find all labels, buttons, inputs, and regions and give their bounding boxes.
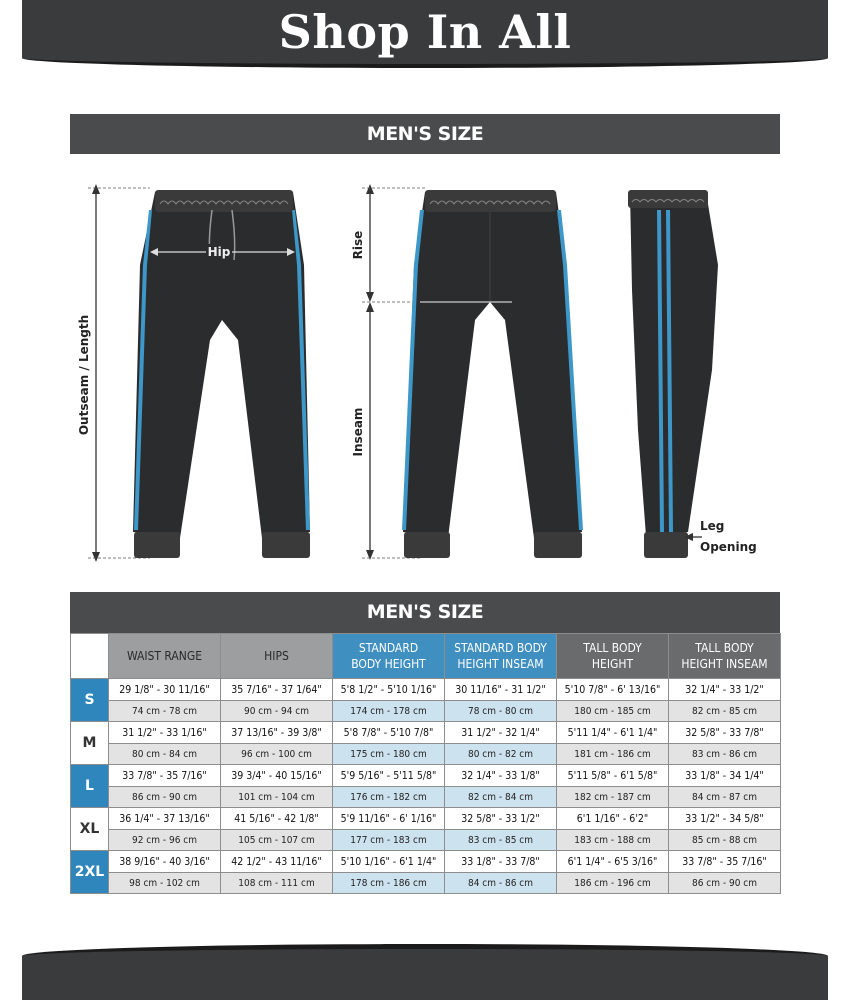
table-cell: 80 cm - 82 cm [445,744,557,765]
table-cell: 5'11 5/8" - 6'1 5/8" [557,765,669,787]
table-cell: 74 cm - 78 cm [109,701,221,722]
table-cell: 86 cm - 90 cm [109,787,221,808]
table-row-inches [71,808,781,830]
table-cell: 180 cm - 185 cm [557,701,669,722]
inseam-label: Inseam [351,407,365,457]
table-cell: 31 1/2" - 32 1/4" [445,722,557,744]
table-cell: 186 cm - 196 cm [557,873,669,894]
table-cell: 32 5/8" - 33 1/2" [445,808,557,830]
table-cell: 80 cm - 84 cm [109,744,221,765]
table-cell: 177 cm - 183 cm [333,830,445,851]
header-waist-range: WAIST RANGE [109,634,221,679]
header-tall-body-height: TALL BODY HEIGHT [557,634,669,679]
size-label-s: S [71,679,109,722]
size-table-title: MEN'S SIZE [70,592,780,633]
table-cell: 96 cm - 100 cm [221,744,333,765]
table-cell: 101 cm - 104 cm [221,787,333,808]
table-row-inches [71,851,781,873]
table-cell: 84 cm - 87 cm [669,787,781,808]
table-cell: 182 cm - 187 cm [557,787,669,808]
header-tall-body-height-inseam: TALL BODY HEIGHT INSEAM [669,634,781,679]
table-cell: 83 cm - 85 cm [445,830,557,851]
table-cell: 98 cm - 102 cm [109,873,221,894]
brand-title: Shop In All [278,5,572,59]
size-label-m: M [71,722,109,765]
table-row-cm [71,830,781,851]
table-row-cm [71,873,781,894]
header-standard-body-height: STANDARD BODY HEIGHT [333,634,445,679]
pants-diagram [0,170,850,570]
table-cell: 175 cm - 180 cm [333,744,445,765]
table-cell: 32 5/8" - 33 7/8" [669,722,781,744]
header-hips: HIPS [221,634,333,679]
size-label-l: L [71,765,109,808]
diagram-header: MEN'S SIZE [70,114,780,154]
table-row-inches [71,765,781,787]
header-corner [71,634,109,679]
table-row-cm [71,701,781,722]
table-cell: 33 1/8" - 33 7/8" [445,851,557,873]
table-cell: 33 1/2" - 34 5/8" [669,808,781,830]
table-cell: 86 cm - 90 cm [669,873,781,894]
table-cell: 183 cm - 188 cm [557,830,669,851]
table-cell: 32 1/4" - 33 1/2" [669,679,781,701]
table-cell: 38 9/16" - 40 3/16" [109,851,221,873]
table-cell: 92 cm - 96 cm [109,830,221,851]
table-cell: 31 1/2" - 33 1/16" [109,722,221,744]
table-cell: 82 cm - 85 cm [669,701,781,722]
outseam-label: Outseam / Length [77,314,91,436]
top-banner [22,0,828,68]
table-cell: 178 cm - 186 cm [333,873,445,894]
size-label-2xl: 2XL [71,851,109,894]
table-cell: 5'10 1/16" - 6'1 1/4" [333,851,445,873]
table-row-cm [71,787,781,808]
hip-label: Hip [207,245,231,259]
table-cell: 78 cm - 80 cm [445,701,557,722]
table-cell: 36 1/4" - 37 13/16" [109,808,221,830]
bottom-banner [22,944,828,1000]
table-cell: 5'9 5/16" - 5'11 5/8" [333,765,445,787]
table-cell: 29 1/8" - 30 11/16" [109,679,221,701]
size-table [70,633,781,894]
table-cell: 42 1/2" - 43 11/16" [221,851,333,873]
size-table-header-row [71,634,781,679]
table-cell: 5'8 7/8" - 5'10 7/8" [333,722,445,744]
table-cell: 33 1/8" - 34 1/4" [669,765,781,787]
rise-label: Rise [351,230,365,260]
back-pants-figure [351,184,583,560]
table-cell: 84 cm - 86 cm [445,873,557,894]
table-cell: 108 cm - 111 cm [221,873,333,894]
table-cell: 5'8 1/2" - 5'10 1/16" [333,679,445,701]
table-cell: 32 1/4" - 33 1/8" [445,765,557,787]
table-cell: 5'9 11/16" - 6' 1/16" [333,808,445,830]
table-cell: 90 cm - 94 cm [221,701,333,722]
front-pants-figure [77,184,310,562]
table-cell: 176 cm - 182 cm [333,787,445,808]
table-cell: 37 13/16" - 39 3/8" [221,722,333,744]
table-cell: 41 5/16" - 42 1/8" [221,808,333,830]
table-cell: 6'1 1/4" - 6'5 3/16" [557,851,669,873]
table-cell: 33 7/8" - 35 7/16" [669,851,781,873]
table-cell: 174 cm - 178 cm [333,701,445,722]
table-cell: 82 cm - 84 cm [445,787,557,808]
table-cell: 83 cm - 86 cm [669,744,781,765]
table-cell: 85 cm - 88 cm [669,830,781,851]
table-cell: 181 cm - 186 cm [557,744,669,765]
table-cell: 5'10 7/8" - 6' 13/16" [557,679,669,701]
table-cell: 6'1 1/16" - 6'2" [557,808,669,830]
table-cell: 30 11/16" - 31 1/2" [445,679,557,701]
table-cell: 35 7/16" - 37 1/64" [221,679,333,701]
table-cell: 105 cm - 107 cm [221,830,333,851]
table-cell: 33 7/8" - 35 7/16" [109,765,221,787]
size-label-xl: XL [71,808,109,851]
table-cell: 5'11 1/4" - 6'1 1/4" [557,722,669,744]
opening-label: Opening [700,540,757,554]
size-table-section [70,592,780,894]
side-pants-figure [628,190,757,558]
table-row-inches [71,679,781,701]
table-cell: 39 3/4" - 40 15/16" [221,765,333,787]
table-row-cm [71,744,781,765]
table-row-inches [71,722,781,744]
header-standard-body-height-inseam: STANDARD BODY HEIGHT INSEAM [445,634,557,679]
leg-label: Leg [700,519,725,533]
